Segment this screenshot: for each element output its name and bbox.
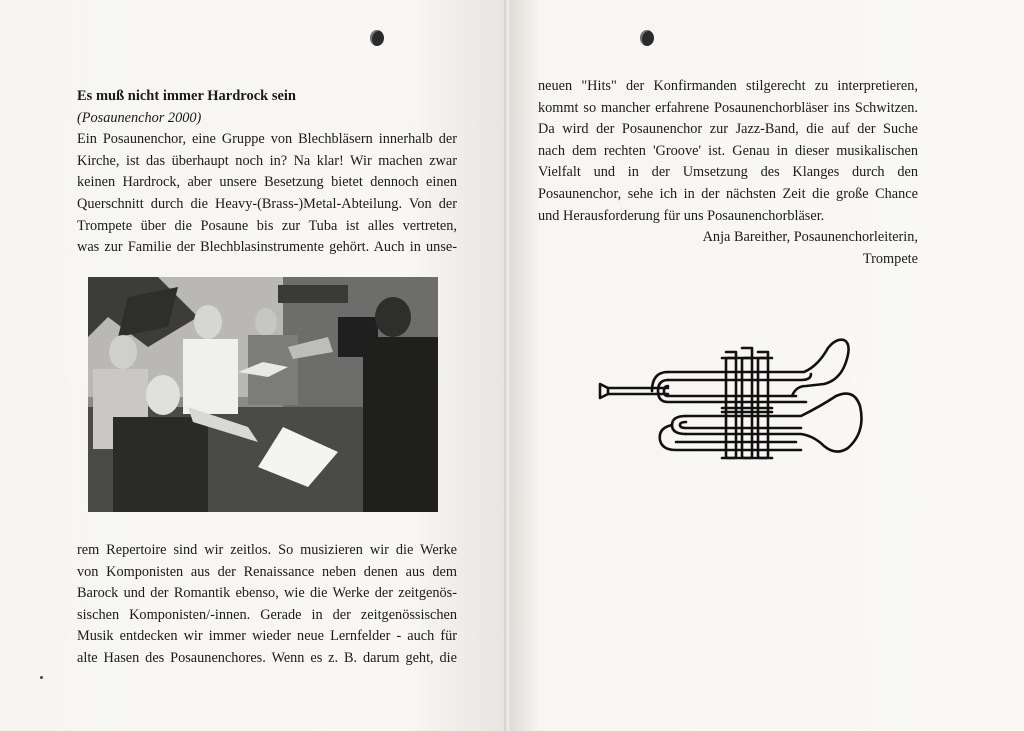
text-line: Querschnitt durch die Heavy-(Brass-)Metal-Abteilung. Von der (77, 195, 457, 212)
text-line: Musik entdecken wir immer wieder neue Lernfelder - auch für (77, 628, 457, 645)
text-line: alte Hasen des Posaunenchores. Wenn es z. B. darum geht, die (77, 649, 457, 666)
left-page (0, 0, 506, 731)
text-line: Da wird der Posaunenchor zur Jazz-Band, die auf der Suche (538, 121, 918, 138)
paper-speck (40, 676, 43, 679)
article-title: Es muß nicht immer Hardrock sein (77, 88, 296, 104)
text-line: keinen Hardrock, aber unsere Besetzung bietet dennoch einen (77, 174, 457, 191)
text-line: Ein Posaunenchor, eine Gruppe von Blechbläsern innerhalb der (77, 131, 457, 148)
text-line: Trompete über die Posaune bis zur Tuba ist alles vertreten, (77, 217, 457, 234)
article-top (77, 86, 457, 259)
punch-hole-left (370, 30, 384, 46)
band-photo (88, 277, 438, 512)
text-line: und Herausforderung für uns Posaunenchorbläser. (538, 207, 825, 224)
text-line: neuen "Hits" der Konfirmanden stilgerecht zu interpretieren, (538, 78, 918, 94)
text-line: rem Repertoire sind wir zeitlos. So musizieren wir die Werke (77, 542, 457, 558)
signature-role: Trompete (862, 250, 918, 267)
article-subtitle: (Posaunenchor 2000) (77, 109, 202, 126)
text-line: Kirche, ist das überhaupt noch in? Na klar! Wir machen zwar (77, 152, 457, 169)
text-line: sischen Komponisten/-innen. Gerade in der zeitgenössischen (77, 606, 457, 623)
punch-hole-right (640, 30, 654, 46)
text-line: Vielfalt und in der Umsetzung des Klanges durch den (538, 164, 918, 181)
text-line: was zur Familie der Blechblasinstrumente gehört. Auch in unse- (77, 239, 457, 256)
text-line: von Komponisten aus der Renaissance neben denen aus dem (77, 563, 457, 580)
text-line: nach dem rechten 'Groove' ist. Genau in dieser musikalischen (538, 142, 918, 159)
text-line: Posaunenchor, sehe ich in der nächsten Zeit die große Chance (538, 185, 918, 202)
article-bottom (77, 540, 457, 670)
article-continuation (538, 76, 918, 270)
signature-name: Anja Bareither, Posaunenchorleiterin, (702, 229, 918, 246)
trumpet-icon (596, 336, 866, 462)
text-line: Barock und der Romantik ebenso, wie die Werke der zeitgenös- (77, 585, 457, 602)
text-line: kommt so mancher erfahrene Posaunenchorbläser ins Schwitzen. (538, 99, 918, 116)
